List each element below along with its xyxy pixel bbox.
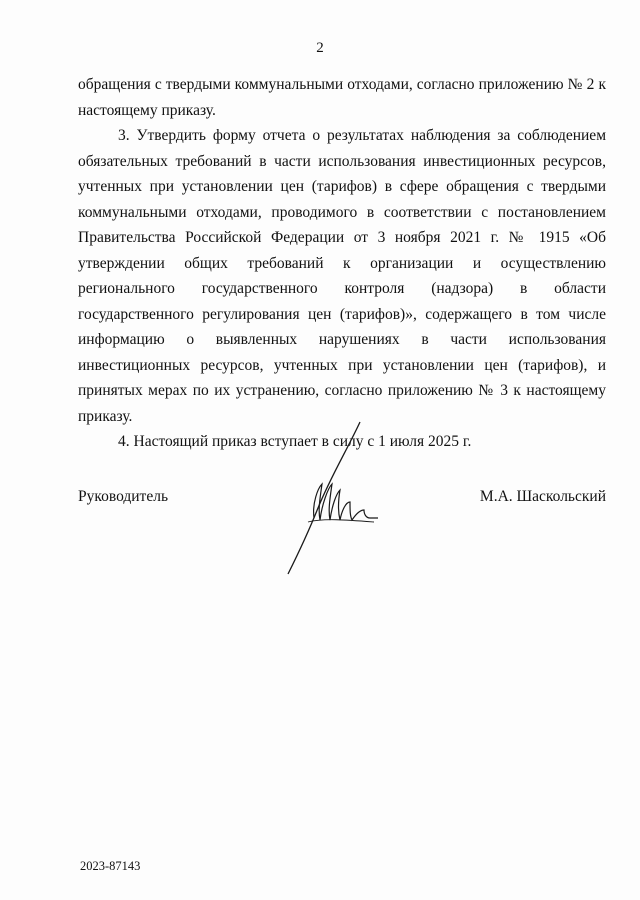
paragraph-continuation: обращения с твердыми коммунальными отходами, согласно приложению № 2 к настоящему приказу. <box>78 76 606 119</box>
document-body <box>78 72 606 455</box>
page-number: 2 <box>316 40 324 56</box>
paragraph-item-4: 4. Настоящий приказ вступает в силу с 1 июля 2025 г. <box>118 433 472 450</box>
document-code: 2023-87143 <box>80 859 141 873</box>
signatory-name: М.А. Шаскольский <box>479 488 606 505</box>
handwritten-signature <box>278 418 388 578</box>
signatory-role: Руководитель <box>78 488 169 505</box>
paragraph-item-3: 3. Утвердить форму отчета о результатах наблюдения за соблюдением обязательных требований в части использования инвестиционных ресурсов, учтенных при установлении цен (тарифов) в сфере обращения с твердыми коммунальными отходами, проводимого в соответствии с постановлением Правительства Российской Федерации от 3 ноября 2021 г. № 1915 «Об утверждении общих требований к организации и осуществлению регионального государственного контроля (надзора) в области государственного регулирования цен (тарифов)», содержащего в том числе информацию о выявленных нарушениях в части использования инвестиционных ресурсов, учтенных при установлении цен (тарифов), и принятых мерах по их устранению, согласно приложению № 3 к настоящему приказу. <box>78 127 606 425</box>
